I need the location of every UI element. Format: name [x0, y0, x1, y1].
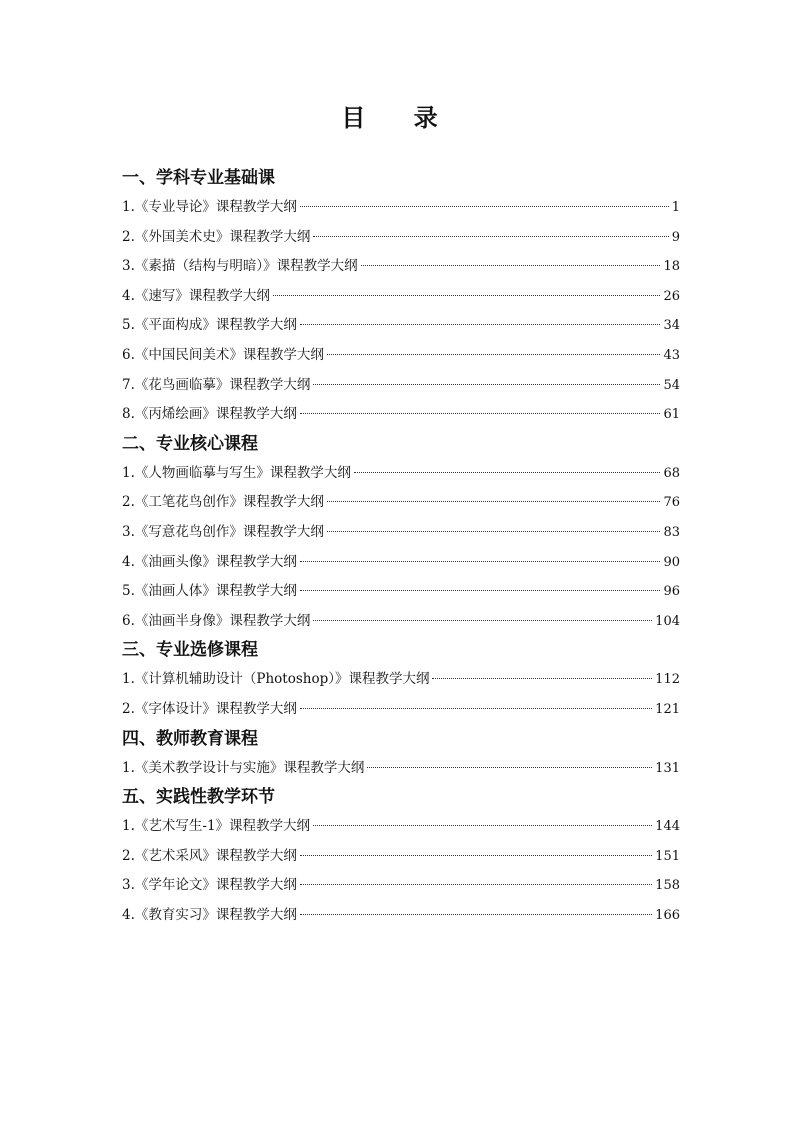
- toc-entry-label: 3.《学年论文》课程教学大纲: [122, 877, 297, 894]
- dot-leader: [327, 501, 661, 502]
- toc-entry[interactable]: [122, 607, 680, 637]
- table-of-contents: [122, 164, 680, 930]
- toc-entry-label: 2.《艺术采风》课程教学大纲: [122, 847, 297, 864]
- dot-leader: [300, 413, 661, 414]
- toc-entry[interactable]: [122, 459, 680, 489]
- toc-entry-label: 6.《中国民间美术》课程教学大纲: [122, 346, 324, 363]
- toc-entry-page-number: 121: [655, 701, 680, 717]
- toc-entry-label: 2.《字体设计》课程教学大纲: [122, 700, 297, 717]
- toc-entry-page-number: 1: [671, 200, 680, 215]
- section-heading: 一、学科专业基础课: [122, 168, 275, 188]
- toc-entry-page-number: 34: [663, 318, 680, 334]
- toc-entry-page-number: 43: [663, 347, 680, 363]
- dot-leader: [300, 855, 652, 856]
- toc-entry-page-number: 18: [663, 259, 680, 275]
- toc-entry-label: 7.《花鸟画临摹》课程教学大纲: [122, 376, 311, 393]
- toc-entry-label: 1.《人物画临摹与写生》课程教学大纲: [122, 464, 351, 481]
- toc-entry-label: 4.《速写》课程教学大纲: [122, 287, 270, 304]
- toc-entry-label: 6.《油画半身像》课程教学大纲: [122, 612, 311, 629]
- toc-entry[interactable]: [122, 518, 680, 548]
- toc-entry-page-number: 83: [663, 524, 680, 540]
- toc-entry[interactable]: [122, 577, 680, 607]
- toc-entry[interactable]: [122, 488, 680, 518]
- section-heading: 五、实践性教学环节: [122, 787, 275, 808]
- dot-leader: [313, 620, 652, 621]
- toc-entry-page-number: 90: [663, 554, 680, 570]
- toc-entry-label: 3.《写意花鸟创作》课程教学大纲: [122, 523, 324, 540]
- toc-entry[interactable]: [122, 665, 680, 695]
- toc-entry-label: 1.《艺术写生-1》课程教学大纲: [122, 818, 311, 835]
- toc-entry-page-number: 76: [663, 495, 680, 511]
- toc-entry[interactable]: [122, 842, 680, 872]
- dot-leader: [327, 531, 661, 532]
- toc-entry-page-number: 61: [663, 407, 680, 423]
- section-heading: 四、教师教育课程: [122, 728, 258, 749]
- dot-leader: [327, 354, 661, 355]
- toc-entry-label: 8.《丙烯绘画》课程教学大纲: [122, 406, 297, 423]
- toc-entry[interactable]: [122, 223, 680, 253]
- dot-leader: [367, 767, 652, 768]
- toc-entry-label: 1.《专业导论》课程教学大纲: [122, 199, 297, 215]
- toc-entry[interactable]: [122, 812, 680, 842]
- toc-entry[interactable]: [122, 548, 680, 578]
- toc-entry[interactable]: [122, 282, 680, 312]
- toc-entry[interactable]: [122, 341, 680, 371]
- dot-leader: [361, 265, 661, 266]
- toc-entry[interactable]: [122, 252, 680, 282]
- dot-leader: [313, 236, 668, 237]
- dot-leader: [432, 678, 652, 679]
- section-heading: 二、专业核心课程: [122, 433, 258, 454]
- toc-entry-page-number: 104: [655, 613, 680, 629]
- toc-entry-label: 3.《素描（结构与明暗）》课程教学大纲: [122, 258, 358, 275]
- toc-entry-label: 5.《油画人体》课程教学大纲: [122, 583, 297, 600]
- toc-title: 目 录: [341, 104, 458, 132]
- toc-entry-page-number: 144: [655, 819, 680, 835]
- dot-leader: [313, 384, 660, 385]
- toc-entry-page-number: 9: [671, 229, 680, 245]
- toc-entry-page-number: 112: [655, 672, 680, 688]
- dot-leader: [300, 708, 652, 709]
- toc-entry-label: 4.《教育实习》课程教学大纲: [122, 906, 297, 923]
- toc-entry-label: 2.《工笔花鸟创作》课程教学大纲: [122, 494, 324, 511]
- toc-entry-page-number: 54: [663, 377, 680, 393]
- toc-entry-page-number: 26: [663, 288, 680, 304]
- toc-entry-page-number: 96: [663, 584, 680, 600]
- dot-leader: [300, 590, 661, 591]
- toc-entry[interactable]: [122, 371, 680, 401]
- toc-entry-label: 5.《平面构成》课程教学大纲: [122, 317, 297, 334]
- toc-entry-label: 4.《油画头像》课程教学大纲: [122, 553, 297, 570]
- toc-entry[interactable]: [122, 695, 680, 725]
- toc-entry-page-number: 158: [655, 878, 680, 894]
- dot-leader: [300, 206, 669, 207]
- toc-entry-label: 1.《美术教学设计与实施》课程教学大纲: [122, 759, 365, 776]
- toc-entry[interactable]: [122, 193, 680, 223]
- dot-leader: [300, 324, 661, 325]
- dot-leader: [300, 884, 652, 885]
- toc-entry[interactable]: [122, 871, 680, 901]
- section-heading: 三、专业选修课程: [122, 640, 258, 661]
- toc-entry[interactable]: [122, 754, 680, 784]
- toc-entry-page-number: 166: [655, 907, 680, 923]
- dot-leader: [354, 472, 661, 473]
- toc-entry[interactable]: [122, 901, 680, 931]
- dot-leader: [313, 825, 652, 826]
- dot-leader: [300, 914, 652, 915]
- toc-entry-page-number: 68: [663, 465, 680, 481]
- toc-entry-page-number: 151: [655, 848, 680, 864]
- dot-leader: [273, 295, 661, 296]
- toc-entry-label: 2.《外国美术史》课程教学大纲: [122, 228, 311, 245]
- dot-leader: [300, 561, 661, 562]
- toc-entry-label: 1.《计算机辅助设计（Photoshop）》课程教学大纲: [122, 671, 430, 688]
- toc-entry-page-number: 131: [655, 760, 680, 776]
- toc-entry[interactable]: [122, 311, 680, 341]
- toc-entry[interactable]: [122, 400, 680, 430]
